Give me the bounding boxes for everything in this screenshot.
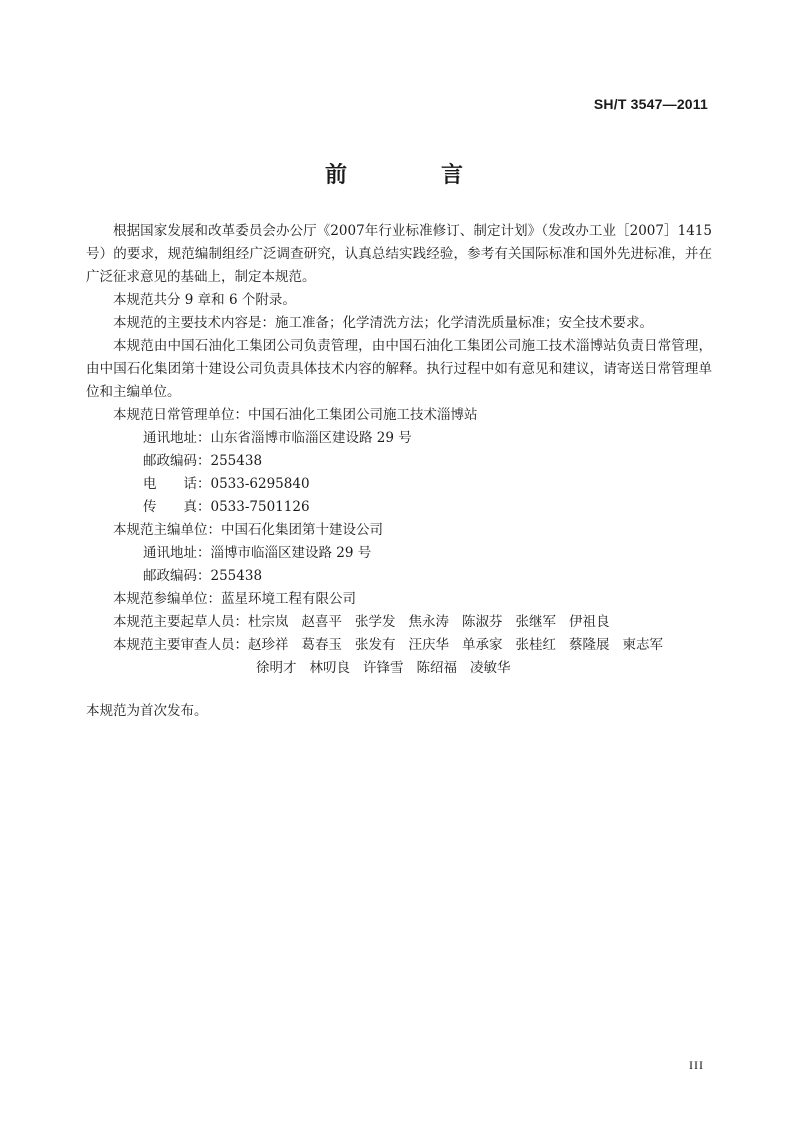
chief-postcode: 邮政编码：255438 (143, 568, 263, 584)
page-title: 前 言 (324, 162, 499, 188)
reviewer-name: 陈绍福 (416, 660, 457, 676)
reviewers-row (86, 634, 712, 657)
management-address: 通讯地址：山东省淄博市临淄区建设路 29 号 (143, 430, 412, 446)
reviewer-name: 汪庆华 (408, 637, 449, 653)
management-unit: 本规范日常管理单位：中国石油化工集团公司施工技术淄博站 (113, 407, 478, 423)
management-phone: 电 话：0533-6295840 (143, 476, 310, 492)
drafters-label: 本规范主要起草人员： (113, 614, 248, 630)
paragraph-management: 本规范由中国石油化工集团公司负责管理，由中国石油化工集团公司施工技术淄博站负责日常管理，由中国石化集团第十建设公司负责具体技术内容的解释。执行过程中如有意见和建议，请寄送日常管理单位和主编单位。 (86, 338, 712, 400)
drafter-name: 张继军 (515, 614, 556, 630)
reviewer-name: 柬志军 (622, 637, 663, 653)
chief-unit: 本规范主编单位：中国石化集团第十建设公司 (113, 522, 383, 538)
reviewer-name: 徐明才 (256, 660, 297, 676)
reviewers-row-2 (86, 657, 712, 680)
reviewer-name: 蔡隆展 (569, 637, 610, 653)
reviewer-name: 凌敏华 (470, 660, 511, 676)
foreword-body (86, 220, 712, 723)
release-note: 本规范为首次发布。 (86, 703, 208, 719)
management-postcode: 邮政编码：255438 (143, 453, 263, 469)
reviewer-name: 张发有 (355, 637, 396, 653)
reviewer-name: 林叨良 (309, 660, 350, 676)
reviewer-name: 葛春玉 (301, 637, 342, 653)
drafters-row (86, 611, 712, 634)
reviewer-name: 张桂红 (515, 637, 556, 653)
paragraph-structure: 本规范共分 9 章和 6 个附录。 (113, 292, 296, 308)
drafter-name: 杜宗岚 (248, 614, 289, 630)
management-fax: 传 真：0533-7501126 (143, 499, 310, 515)
reviewers-label: 本规范主要审查人员： (113, 637, 248, 653)
reviewer-name: 赵珍祥 (248, 637, 289, 653)
standard-code: SH/T 3547—2011 (593, 96, 708, 112)
chief-address: 通讯地址：淄博市临淄区建设路 29 号 (143, 545, 372, 561)
reviewer-name: 许锋雪 (363, 660, 404, 676)
drafter-name: 焦永涛 (408, 614, 449, 630)
paragraph-main-content: 本规范的主要技术内容是：施工准备；化学清洗方法；化学清洗质量标准；安全技术要求。 (113, 315, 653, 331)
participating-unit: 本规范参编单位：蓝星环境工程有限公司 (113, 591, 356, 607)
drafter-name: 张学发 (355, 614, 396, 630)
page-number: III (689, 1058, 704, 1072)
drafter-name: 陈淑芬 (462, 614, 503, 630)
paragraph-background: 根据国家发展和改革委员会办公厅《2007年行业标准修订、制定计划》（发改办工业［2007］1415 号）的要求，规范编制组经广泛调查研究，认真总结实践经验，参考有关国际标准和国外先进标准，并在广泛征求意见的基础上，制定本规范。 (86, 223, 712, 285)
drafter-name: 伊祖良 (569, 614, 610, 630)
reviewer-name: 单承家 (462, 637, 503, 653)
drafter-name: 赵喜平 (301, 614, 342, 630)
